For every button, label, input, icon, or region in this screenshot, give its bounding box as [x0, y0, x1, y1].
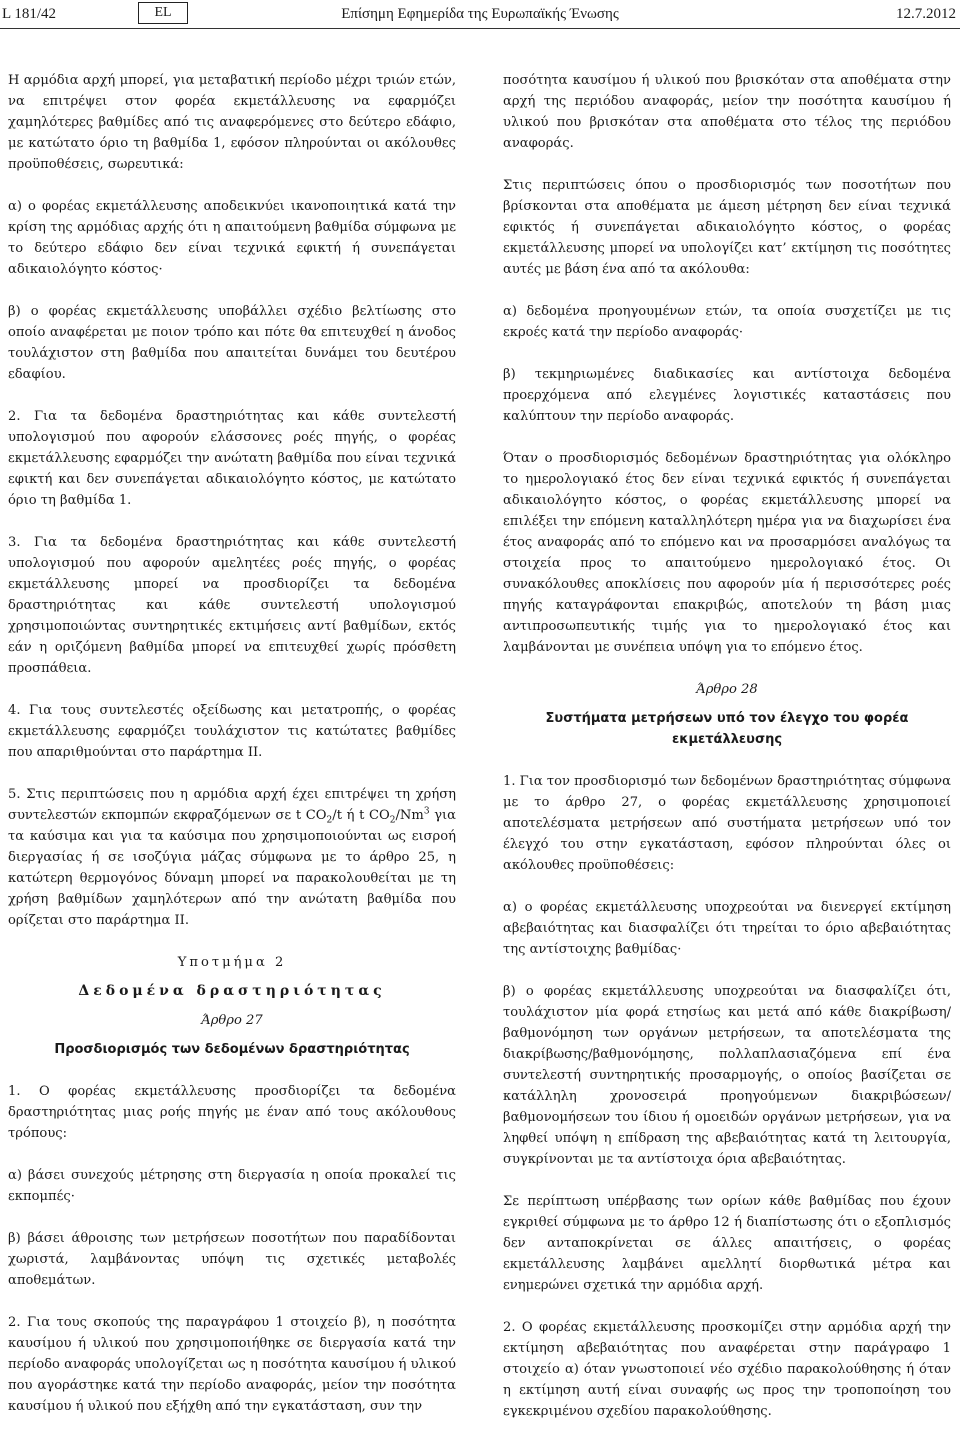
issue-date: 12.7.2012: [896, 6, 956, 22]
paragraph: 2. Για τους σκοπούς της παραγράφου 1 στοιχείο β), η ποσότητα καυσίμου ή υλικού που χρησιμοποιήθηκε σε διεργασία κατά την περίοδο αναφοράς υπολογίζεται ως η ποσότητα καυσίμου ή υλικού που αγοράστηκε κατά την περίοδο αναφοράς, μείον την ποσότητα καυσίμου ή υλικού που εξήχθη από την εγκατάσταση, συν την: [8, 1315, 456, 1414]
paragraph: Σε περίπτωση υπέρβασης των ορίων κάθε βαθμίδας που έχουν εγκριθεί σύμφωνα με το άρθρο 12 ή διαπίστωσης ότι ο εξοπλισμός δεν ανταποκρίνεται σε άλλες απαιτήσεις, ο φορέας εκμετάλλευσης λαμβάνει αμελλητί διορθωτικά μέτρα και ενημερώνει σχετικά την αρμόδια αρχή.: [503, 1194, 951, 1293]
list-item: β) ο φορέας εκμετάλλευσης υποχρεούται να διασφαλίζει ότι, τουλάχιστον μία φορά ετησίως και μετά από κάθε διακρίβωση/βαθμονόμηση των οργάνων μετρήσεων, τα αποτελέσματα της διακρίβωσης/βαθμονόμησης, πολλαπλασιαζόμενα επί ένα συντελεστή συντηρητικής προσαρμογής, ο οποίος βασίζεται σε κατάλληλη χρονοσειρά προηγούμενων διακριβώσεων/βαθμονομήσεων του ίδιου ή ομοειδών οργάνων μετρήσεων, για να ληφθεί υπόψη η επίδραση της αβεβαιότητας κατά τη λειτουργία, συγκρίνονται με τα αντίστοιχα όρια αβεβαιότητας.: [503, 984, 951, 1167]
paragraph: 4. Για τους συντελεστές οξείδωσης και μετατροπής, ο φορέας εκμετάλλευσης εφαρμόζει τουλάχιστον τις κατώτατες βαθμίδες που απαριθμούνται στο παράρτημα II.: [8, 703, 456, 760]
section-title: Δεδομένα δραστηριότητας: [78, 983, 386, 999]
list-item: β) βάσει άθροισης των μετρήσεων ποσοτήτων που παραδίδονται χωριστά, λαμβάνοντας υπόψη τις σχετικές μεταβολές αποθεμάτων.: [8, 1231, 456, 1288]
page-number: L 181/42: [2, 6, 57, 22]
left-column: [8, 70, 456, 1438]
paragraph-5: 5. Στις περιπτώσεις που η αρμόδια αρχή έχει επιτρέψει τη χρήση συντελεστών εκπομπών εκφραζόμενων σε t $CO_2/t$ ή t $CO_2/Nm^3$ για τα καύσιμα και για τα καύσιμα που χρησιμοποιούνται ως εισροή διεργασίας ή σε ισοζύγια μάζας σύμφωνα με το άρθρο 25, η κατώτερη θερμογόνος δύναμη μπορεί να παρακολουθείται με τη χρήση βαθμίδων χαμηλότερων από την ανώτατη βαθμίδα που ορίζεται στο παράρτημα II.: [8, 787, 457, 928]
paragraph: 1. Ο φορέας εκμετάλλευσης προσδιορίζει τα δεδομένα δραστηριότητας μιας ροής πηγής με έναν από τους ακόλουθους τρόπους:: [8, 1084, 456, 1141]
article-number: Άρθρο 27: [201, 1013, 263, 1028]
paragraph: 3. Για τα δεδομένα δραστηριότητας και κάθε συντελεστή υπολογισμού που αφορούν αμελητέες ροές πηγής, ο φορέας εκμετάλλευσης μπορεί να προσδιορίζει τα δεδομένα δραστηριότητας και κάθε συντελεστή υπολογισμού χρησιμοποιώντας συντηρητικές εκτιμήσεις αντί βαθμίδων, εκτός εάν η οριζόμενη βαθμίδα μπορεί να επιτευχθεί χωρίς πρόσθετη προσπάθεια.: [8, 535, 456, 676]
article-title: Προσδιορισμός των δεδομένων δραστηριότητας: [54, 1042, 410, 1057]
list-item: α) ο φορέας εκμετάλλευσης υποχρεούται να διενεργεί εκτίμηση αβεβαιότητας και διασφαλίζει ότι τηρείται το όριο αβεβαιότητας της αντίστοιχης βαθμίδας·: [503, 900, 951, 957]
journal-title: Επίσημη Εφημερίδα της Ευρωπαϊκής Ένωσης: [341, 6, 619, 22]
page-header: [0, 0, 960, 32]
header-rule: [0, 28, 960, 29]
list-item: β) ο φορέας εκμετάλλευσης υποβάλλει σχέδιο βελτίωσης στο οποίο αναφέρεται με ποιον τρόπο και πότε θα επιτευχθεί η άνοδος τουλάχιστον στη βαθμίδα που απαιτείται δυνάμει του δευτέρου εδαφίου.: [8, 304, 456, 382]
list-item: α) βάσει συνεχούς μέτρησης στη διεργασία η οποία προκαλεί τις εκπομπές·: [8, 1168, 456, 1204]
paragraph: Στις περιπτώσεις όπου ο προσδιορισμός των ποσοτήτων που βρίσκονται στα αποθέματα με άμεση μέτρηση δεν είναι τεχνικά εφικτός ή συνεπάγεται αδικαιολόγητο κόστος, ο φορέας εκμετάλλευσης μπορεί να υπολογίζει κατ’ εκτίμηση τις ποσότητες αυτές με βάση ένα από τα ακόλουθα:: [503, 178, 951, 277]
list-item: α) ο φορέας εκμετάλλευσης αποδεικνύει ικανοποιητικά κατά την κρίση της αρμόδιας αρχής ότι η απαιτούμενη βαθμίδα σύμφωνα με το δεύτερο εδάφιο δεν είναι τεχνικά εφικτή ή συνεπάγεται αδικαιολόγητο κόστος·: [8, 199, 456, 277]
list-item: α) δεδομένα προηγουμένων ετών, τα οποία συσχετίζει με τις εκροές κατά την περίοδο αναφοράς·: [503, 304, 951, 340]
paragraph: ποσότητα καυσίμου ή υλικού που βρισκόταν στα αποθέματα στην αρχή της περιόδου αναφοράς, μείον την ποσότητα καυσίμου ή υλικού που βρισκόταν στα αποθέματα στο τέλος της περιόδου αναφοράς.: [503, 73, 951, 151]
article-title: Συστήματα μετρήσεων υπό τον έλεγχο του φορέα εκμετάλλευσης: [545, 711, 909, 747]
paragraph: 2. Ο φορέας εκμετάλλευσης προσκομίζει στην αρμόδια αρχή την εκτίμηση αβεβαιότητας που αναφέρεται στην παράγραφο 1 στοιχείο α) όταν γνωστοποιεί νέο σχέδιο παρακολούθησης ή όταν η εκτίμηση αυτή είναι συναφής ως προς την τροποποίηση του εγκεκριμένου σχεδίου παρακολούθησης.: [503, 1320, 951, 1419]
article-number: Άρθρο 28: [696, 682, 758, 697]
paragraph: Η αρμόδια αρχή μπορεί, για μεταβατική περίοδο μέχρι τριών ετών, να επιτρέψει στον φορέα εκμετάλλευσης να εφαρμόζει χαμηλότερες βαθμίδες από τις αναφερόμενες στο δεύτερο εδάφιο, με κατώτατο όριο τη βαθμίδα 1, εφόσον πληρούνται οι ακόλουθες προϋποθέσεις, σωρευτικά:: [8, 73, 456, 172]
paragraph: 2. Για τα δεδομένα δραστηριότητας και κάθε συντελεστή υπολογισμού που αφορούν ελάσσονες ροές πηγής, ο φορέας εκμετάλλευσης εφαρμόζει την ανώτατη βαθμίδα που είναι τεχνικά εφικτή και δεν συνεπάγεται αδικαιολόγητο κόστος, με κατώτατο όριο τη βαθμίδα 1.: [8, 409, 456, 508]
right-column: [503, 70, 951, 1443]
language-box: EL: [138, 2, 188, 24]
subsection-heading: Υποτμήμα 2: [177, 955, 287, 970]
list-item: β) τεκμηριωμένες διαδικασίες και αντίστοιχα δεδομένα προερχόμενα από ελεγμένες λογιστικές καταστάσεις που καλύπτουν την περίοδο αναφοράς.: [503, 367, 951, 424]
paragraph: 1. Για τον προσδιορισμό των δεδομένων δραστηριότητας σύμφωνα με το άρθρο 27, ο φορέας εκμετάλλευσης χρησιμοποιεί αποτελέσματα μετρήσεων από συστήματα μετρήσεων υπό τον έλεγχό του στην εγκατάσταση, εφόσον πληρούνται όλες οι ακόλουθες προϋποθέσεις:: [503, 774, 951, 873]
paragraph: Όταν ο προσδιορισμός δεδομένων δραστηριότητας για ολόκληρο το ημερολογιακό έτος δεν είναι τεχνικά εφικτός ή συνεπάγεται αδικαιολόγητο κόστος, ο φορέας εκμετάλλευσης μπορεί να επιλέξει την επόμενη καταλληλότερη ημέρα για να διαχωρίσει ένα έτος αναφοράς από το επόμενο και να προσαρμόσει αναλόγως τα στοιχεία προς το απαιτούμενο ημερολογιακό έτος. Οι συνακόλουθες αποκλίσεις που αφορούν μία ή περισσότερες ροές πηγής καταγράφονται επακριβώς, αποτελούν τη βάση μιας αντιπροσωπευτικής τιμής για το ημερολογιακό έτος και λαμβάνονται με συνέπεια υπόψη για το επόμενο έτος.: [503, 451, 951, 655]
